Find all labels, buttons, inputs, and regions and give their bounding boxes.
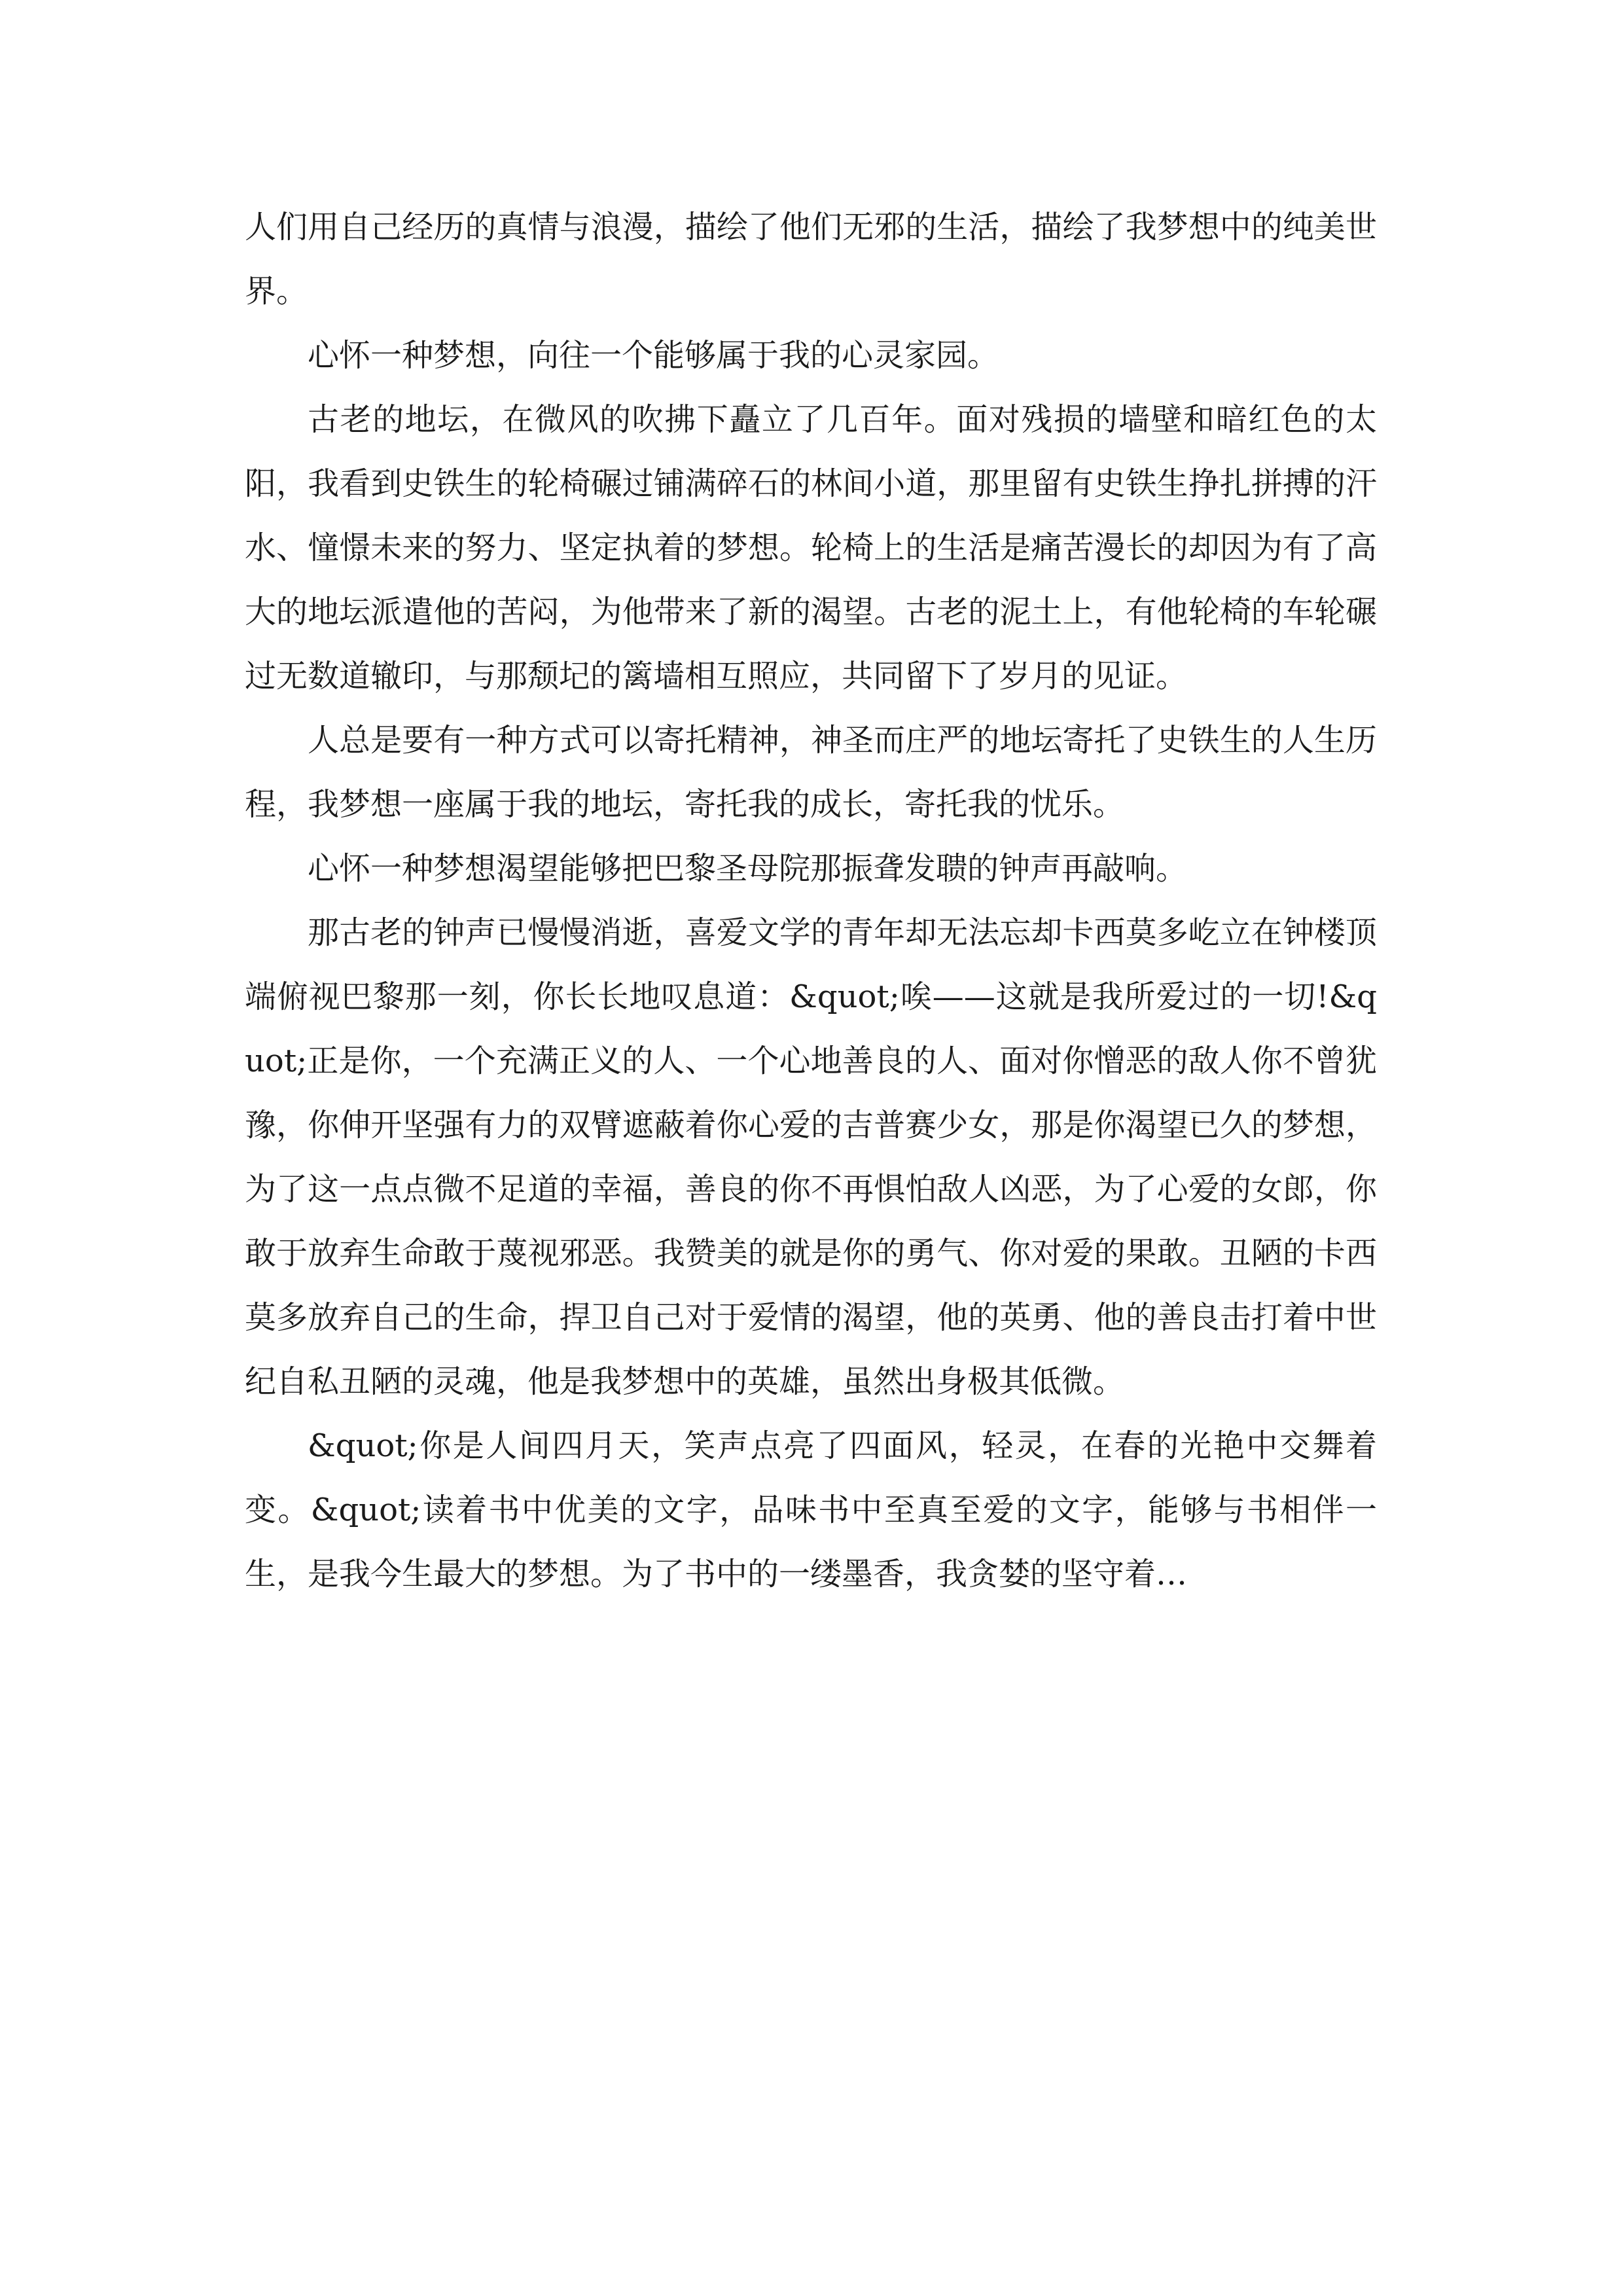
paragraph-3: 古老的地坛，在微风的吹拂下矗立了几百年。面对残损的墙壁和暗红色的太阳，我看到史铁生的轮椅碾过铺满碎石的林间小道，那里留有史铁生挣扎拼搏的汗水、憧憬未来的努力、坚定执着的梦想。轮椅上的生活是痛苦漫长的却因为有了高大的地坛派遣他的苦闷，为他带来了新的渴望。古老的泥土上，有他轮椅的车轮碾过无数道辙印，与那颓圮的篱墙相互照应，共同留下了岁月的见证。	[245, 401, 1377, 694]
paragraph-6: 那古老的钟声已慢慢消逝，喜爱文学的青年却无法忘却卡西莫多屹立在钟楼顶端俯视巴黎那一刻，你长长地叹息道：&quot;唉——这就是我所爱过的一切!&quot;正是你，一个充满正义的人、一个心地善良的人、面对你憎恶的敌人你不曾犹豫，你伸开坚强有力的双臂遮蔽着你心爱的吉普赛少女，那是你渴望已久的梦想，为了这一点点微不足道的幸福，善良的你不再惧怕敌人凶恶，为了心爱的女郎，你敢于放弃生命敢于蔑视邪恶。我赞美的就是你的勇气、你对爱的果敢。丑陋的卡西莫多放弃自己的生命，捍卫自己对于爱情的渴望，他的英勇、他的善良击打着中世纪自私丑陋的灵魂，他是我梦想中的英雄，虽然出身极其低微。	[245, 914, 1377, 1400]
document-body	[245, 195, 1377, 1606]
paragraph-2: 心怀一种梦想，向往一个能够属于我的心灵家园。	[308, 337, 999, 374]
paragraph-4: 人总是要有一种方式可以寄托精神，神圣而庄严的地坛寄托了史铁生的人生历程，我梦想一座属于我的地坛，寄托我的成长，寄托我的忧乐。	[245, 722, 1377, 823]
paragraph-1: 人们用自己经历的真情与浪漫，描绘了他们无邪的生活，描绘了我梦想中的纯美世界。	[245, 209, 1377, 310]
paragraph-5: 心怀一种梦想渴望能够把巴黎圣母院那振聋发聩的钟声再敲响。	[308, 850, 1188, 887]
paragraph-7: &quot;你是人间四月天，笑声点亮了四面风，轻灵，在春的光艳中交舞着变。&quot;读着书中优美的文字，品味书中至真至爱的文字，能够与书相伴一生，是我今生最大的梦想。为了书中的一缕墨香，我贪婪的坚守着…	[245, 1427, 1377, 1592]
